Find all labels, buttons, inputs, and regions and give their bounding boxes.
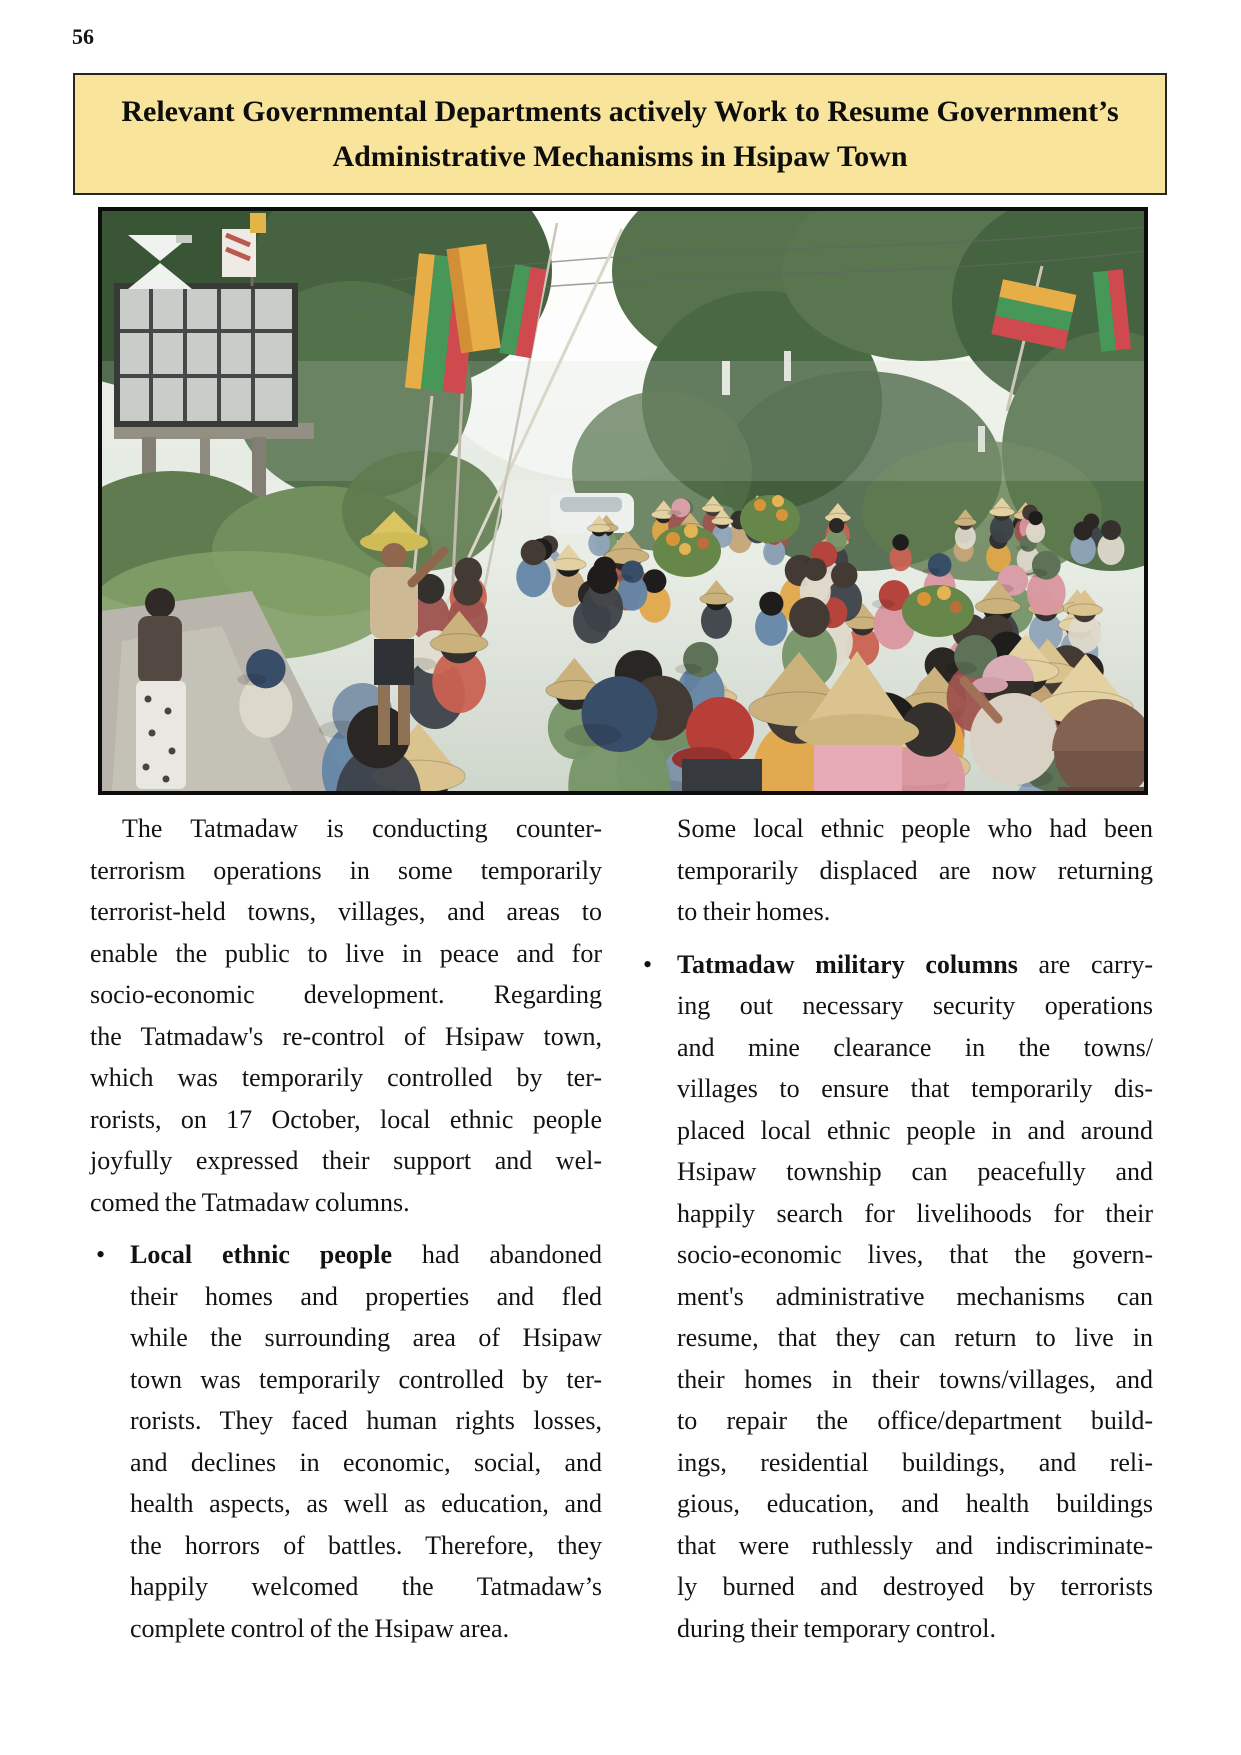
text-line: their homes in their towns/villages, and xyxy=(677,1364,1153,1394)
photo-scene xyxy=(102,211,1144,791)
text-line: during their temporary control. xyxy=(677,1613,997,1643)
text-line: gious, education, and health buildings xyxy=(677,1489,1153,1518)
text-line: the Tatmadaw's re-control of Hsipaw town, xyxy=(90,1021,602,1051)
text-line: ing out necessary security operations xyxy=(677,991,1153,1020)
text-line: socio-economic development. Regarding xyxy=(90,980,602,1009)
text-line: to repair the office/department build- xyxy=(677,1406,1153,1435)
title-line-2: Administrative Mechanisms in Hsipaw Town xyxy=(332,140,908,173)
text-line: while the surrounding area of Hsipaw xyxy=(130,1323,602,1352)
text-line: placed local ethnic people in and around xyxy=(677,1115,1153,1145)
text-line: terrorism operations in some temporarily xyxy=(90,855,602,885)
text-line: temporarily displaced are now returning xyxy=(677,855,1153,885)
text-line: Some local ethnic people who had been xyxy=(677,814,1153,843)
bullet-item xyxy=(90,1234,602,1649)
text-line: health aspects, as well as education, and xyxy=(130,1489,602,1518)
text-line: ly burned and destroyed by terrorists xyxy=(677,1572,1153,1601)
title-line-1: Relevant Governmental Departments actively Work to Resume Government’s xyxy=(121,95,1119,128)
bullet-marker: • xyxy=(643,949,653,979)
text-line: villages to ensure that temporarily dis- xyxy=(677,1074,1153,1103)
text-line: The Tatmadaw is conducting counter- xyxy=(122,814,602,843)
title-box xyxy=(73,73,1167,195)
text-line: complete control of the Hsipaw area. xyxy=(130,1613,510,1643)
text-line: that were ruthlessly and indiscriminate- xyxy=(677,1530,1153,1560)
text-line: Tatmadaw military columns are carry- xyxy=(677,949,1154,979)
text-line: their homes and properties and fled xyxy=(130,1281,602,1311)
bullet-marker: • xyxy=(96,1240,106,1269)
text-line: terrorist-held towns, villages, and areas to xyxy=(90,897,602,926)
text-line: happily search for livelihoods for their xyxy=(677,1198,1153,1228)
paragraph xyxy=(90,808,602,1223)
text-line: happily welcomed the Tatmadaw’s xyxy=(130,1572,602,1601)
text-line: ings, residential buildings, and reli- xyxy=(677,1447,1153,1477)
text-line: Hsipaw township can peacefully and xyxy=(677,1157,1153,1186)
text-line: joyfully expressed their support and wel- xyxy=(90,1146,602,1175)
text-line: comed the Tatmadaw columns. xyxy=(90,1187,410,1217)
text-line: rorists. They faced human rights losses, xyxy=(130,1406,602,1435)
text-line: and mine clearance in the towns/ xyxy=(677,1032,1153,1062)
text-line: rorists, on 17 October, local ethnic people xyxy=(90,1104,602,1134)
paragraph xyxy=(677,808,1153,933)
page-number: 56 xyxy=(72,24,94,49)
left-column xyxy=(90,808,602,1649)
text-line: and declines in economic, social, and xyxy=(130,1447,602,1477)
text-line: town was temporarily controlled by ter- xyxy=(130,1364,602,1394)
text-line: to their homes. xyxy=(677,897,831,926)
right-column xyxy=(638,808,1153,1649)
text-line: socio-economic lives, that the govern- xyxy=(677,1240,1153,1269)
text-line: enable the public to live in peace and for xyxy=(90,938,602,968)
text-line: the horrors of battles. Therefore, they xyxy=(130,1530,602,1560)
text-line: ment's administrative mechanisms can xyxy=(677,1281,1153,1311)
text-line: Local ethnic people had abandoned xyxy=(130,1240,602,1269)
text-line: which was temporarily controlled by ter- xyxy=(90,1063,602,1092)
bullet-item xyxy=(643,944,1154,1650)
text-line: resume, that they can return to live in xyxy=(677,1323,1153,1352)
news-photo xyxy=(98,207,1148,795)
